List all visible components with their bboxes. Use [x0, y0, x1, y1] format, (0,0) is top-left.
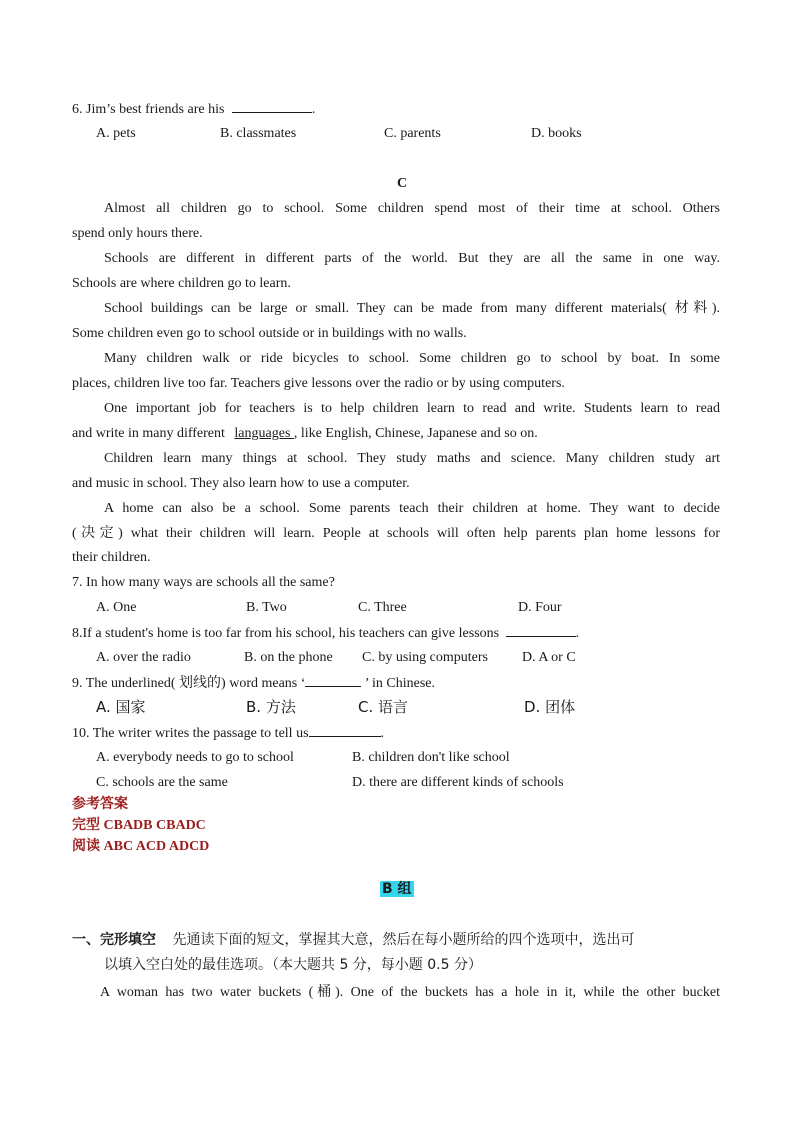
group-b-title-text: B 组 [382, 881, 412, 897]
question-9-stem [72, 674, 435, 693]
passage-c-line-15: their children. [72, 550, 151, 565]
question-8-end: . [575, 626, 580, 641]
question-8-option-a: A. over the radio [96, 650, 191, 665]
question-10-option-c: C. schools are the same [96, 775, 228, 790]
question-6-option-b: B. classmates [220, 126, 297, 141]
question-10-option-a: A. everybody needs to go to school [96, 750, 294, 765]
question-10-end: . [380, 726, 385, 741]
passage-c-line-6: Some children even go to school outside or in buildings with no walls. [72, 326, 467, 341]
question-8-stem [72, 624, 579, 643]
question-8-option-d: D. A or C [522, 650, 576, 665]
passage-c-line-4: Schools are where children go to learn. [72, 276, 291, 291]
answers-title: 参考答案 [72, 796, 128, 812]
question-7-stem: 7. In how many ways are schools all the same? [72, 575, 335, 590]
question-6-option-c: C. parents [384, 126, 441, 141]
question-10-blank [309, 724, 381, 737]
question-10-text: 10. The writer writes the passage to tell us [72, 726, 309, 741]
question-6-text: 6. Jim’s best friends are his [72, 102, 225, 117]
passage-c-line-14: (决定) what their children will learn. People at schools will often help parents plan home lessons for [72, 526, 720, 541]
passage-c-line-10-after: , like English, Chinese, Japanese and so on. [293, 426, 538, 441]
passage-c-line-1: Almost all children go to school. Some children spend most of their time at school. Others [104, 201, 720, 216]
question-6-stem [72, 100, 315, 119]
passage-c-line-10 [72, 425, 538, 443]
question-7-option-b: B. Two [246, 600, 287, 615]
question-9-text-b: ’ in Chinese. [364, 676, 436, 691]
question-9-option-b: B. 方法 [246, 698, 296, 716]
passage-c-line-9: One important job for teachers is to help children learn to read and write. Students learn to read [104, 401, 720, 416]
question-9-blank [305, 674, 361, 687]
group-b-passage-line-1: A woman has two water buckets (桶). One of the buckets has a hole in it, while the other bucket [100, 985, 720, 1000]
question-8-option-c: C. by using computers [362, 650, 488, 665]
answers-cloze: 完型 CBADB CBADC [72, 818, 206, 833]
passage-c-line-8: places, children live too far. Teachers give lessons over the radio or by using computers. [72, 376, 565, 391]
question-7-option-d: D. Four [518, 600, 562, 615]
passage-c-line-2: spend only hours there. [72, 226, 203, 241]
instruction-text-1: 先通读下面的短文，掌握其大意，然后在每小题所给的四个选项中，选出可 [172, 932, 635, 948]
group-b-title [380, 880, 414, 898]
question-7-option-c: C. Three [358, 600, 407, 615]
question-8-option-b: B. on the phone [244, 650, 333, 665]
passage-c-line-12: and music in school. They also learn how to use a computer. [72, 476, 410, 491]
section-label-cloze: 一、完形填空 [72, 932, 156, 948]
question-7-option-a: A. One [96, 600, 137, 615]
question-8-blank [506, 624, 576, 637]
question-8-text: 8.If a student's home is too far from his school, his teachers can give lessons [72, 626, 500, 641]
underlined-word-languages: languages [234, 426, 294, 441]
passage-c-line-5: School buildings can be large or small. They can be made from many different materials( 材料). [104, 301, 720, 316]
passage-c-title: C [397, 176, 408, 191]
question-9-option-c: C. 语言 [358, 698, 409, 716]
question-9-text-a: 9. The underlined( 划线的) word means ‘ [72, 676, 306, 691]
question-9-option-d: D. 团体 [524, 698, 576, 716]
answers-reading: 阅读 ABC ACD ADCD [72, 839, 210, 854]
question-6-blank [232, 100, 312, 113]
passage-c-line-10-text: and write in many different [72, 426, 225, 441]
passage-c-line-11: Children learn many things at school. They study maths and science. Many children study art [104, 451, 720, 466]
question-6-option-d: D. books [531, 126, 582, 141]
group-b-instruction-line-2: 以填入空白处的最佳选项。（本大题共 5 分，每小题 0.5 分） [104, 957, 482, 973]
passage-c-line-3: Schools are different in different parts of the world. But they are all the same in one way. [104, 251, 720, 266]
question-6-end: . [311, 102, 316, 117]
passage-c-line-7: Many children walk or ride bicycles to school. Some children go to school by boat. In some [104, 351, 720, 366]
question-10-option-b: B. children don't like school [352, 750, 510, 765]
question-10-option-d: D. there are different kinds of schools [352, 775, 564, 790]
group-b-instruction-line-1 [72, 931, 634, 949]
question-9-option-a: A. 国家 [96, 698, 146, 716]
question-6-option-a: A. pets [96, 126, 136, 141]
passage-c-line-13: A home can also be a school. Some parents teach their children at home. They want to decide [104, 501, 720, 516]
question-10-stem [72, 724, 384, 743]
